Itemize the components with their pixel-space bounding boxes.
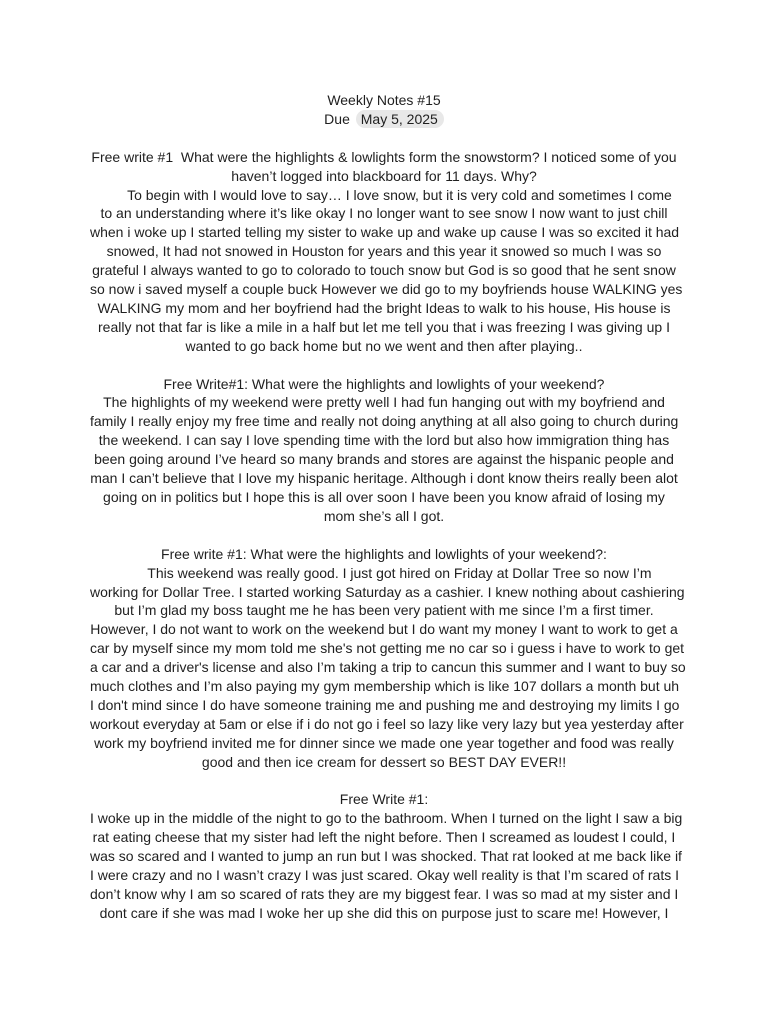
entry-text-line: snowed, It had not snowed in Houston for years and this year it snowed so much I was so xyxy=(106,243,662,260)
entry-text-line: haven’t logged into blackboard for 11 days. Why? xyxy=(231,167,537,184)
entry-text-line: to an understanding where it’s like okay I no longer want to see snow I now want to just chill xyxy=(100,205,668,222)
due-date-chip[interactable]: May 5, 2025 xyxy=(356,110,444,128)
entry-text-line: work my boyfriend invited me for dinner since we made one year together and food was really xyxy=(94,734,674,751)
entry-text-line: was so scared and I wanted to jump an run but I was shocked. That rat looked at me back like if xyxy=(90,848,682,865)
entry-text-line: been going around I’ve heard so many brands and stores are against the hispanic people and xyxy=(94,451,674,468)
entry-text-line: the weekend. I can say I love spending time with the lord but also how immigration thing has xyxy=(98,432,670,449)
due-line xyxy=(90,110,678,129)
entry-prompt-line: Free Write#1: What were the highlights and lowlights of your weekend? xyxy=(163,375,605,392)
entry-text-line: I woke up in the middle of the night to go to the bathroom. When I turned on the light I saw a big xyxy=(90,810,683,827)
entry-paragraph xyxy=(90,790,683,922)
spacer xyxy=(90,129,678,148)
entry-text-line: workout everyday at 5am or else if i do not go i feel so lazy like very lazy but yea yesterday after xyxy=(90,715,684,732)
entry-text-line: family I really enjoy my free time and really not doing anything at all also going to church during xyxy=(90,413,679,430)
entry-text-line: a car and a driver's license and also I’m taking a trip to cancun this summer and I want to buy so xyxy=(90,659,686,676)
entries-container xyxy=(90,148,686,923)
entry-text-line: good and then ice cream for dessert so BEST DAY EVER!! xyxy=(201,753,567,770)
document-title: Weekly Notes #15 xyxy=(327,92,441,108)
entry-text-line: However, I do not want to work on the weekend but I do want my money I want to work to get a xyxy=(90,621,678,638)
entry-prompt-line: Free write #1 What were the highlights & lowlights form the snowstorm? I noticed some of you xyxy=(91,148,677,165)
spacer xyxy=(90,772,678,791)
entry-text-line: To begin with I would love to say… I love snow, but it is very cold and sometimes I come xyxy=(96,186,672,203)
entry-text-line: I were crazy and no I wasn’t crazy I was just scared. Okay well reality is that I’m scared of rats I xyxy=(90,867,679,884)
entry-text-line: I don't mind since I do have someone training me and pushing me and destroying my limits I go xyxy=(90,696,680,713)
entry-text-line: when i woke up I started telling my sister to wake up and wake up cause I was so excited it had xyxy=(90,224,680,241)
entry-text-line: working for Dollar Tree. I started working Saturday as a cashier. I knew nothing about cashiering xyxy=(90,583,685,600)
entry-text-line: really not that far is like a mile in a half but let me tell you that i was freezing I was giving up I xyxy=(98,318,670,335)
entry-text-line: man I can’t believe that I love my hispanic heritage. Although i dont know theirs really been alot xyxy=(90,470,678,487)
entry-text-line: going on in politics but I hope this is all over soon I have been you know afraid of losing my xyxy=(103,489,665,505)
entry-text-line: This weekend was really good. I just got hired on Friday at Dollar Tree so now I’m xyxy=(116,564,652,581)
entry-paragraph xyxy=(90,148,683,356)
spacer xyxy=(90,526,678,545)
entry-text-line: car by myself since my mom told me she's not getting me no car so i guess i have to work to get xyxy=(90,640,685,657)
entry-text-line: much clothes and I’m also paying my gym membership which is like 107 dollars a month but uh xyxy=(90,678,680,695)
entry-paragraph xyxy=(90,545,686,772)
entry-text-line: mom she’s all I got. xyxy=(323,507,445,524)
document-body xyxy=(90,91,686,923)
spacer xyxy=(90,356,678,375)
entry-text-line: so now i saved myself a couple buck However we did go to my boyfriends house WALKING yes xyxy=(90,281,683,298)
entry-text-line: WALKING my mom and her boyfriend had the bright Ideas to walk to his house, His house is xyxy=(97,299,671,316)
entry-text-line: dont care if she was mad I woke her up she did this on purpose just to scare me! However, I xyxy=(99,904,669,921)
entry-text-line: wanted to go back home but no we went and then after playing.. xyxy=(185,337,583,354)
entry-paragraph xyxy=(90,375,678,526)
entry-text-line: but I’m glad my boss taught me he has been very patient with me since I’m a first timer. xyxy=(114,602,654,619)
entry-text-line: don’t know why I am so scared of rats they are my biggest fear. I was so mad at my sister and I xyxy=(90,886,679,902)
entry-prompt-line: Free write #1: What were the highlights and lowlights of your weekend?: xyxy=(161,545,607,562)
entry-text-line: grateful I always wanted to go to colorado to touch snow but God is so good that he sent snow xyxy=(92,262,676,279)
due-label: Due xyxy=(324,110,350,127)
entry-text-line: rat eating cheese that my sister had left the night before. Then I screamed as loudest I could, I xyxy=(92,829,676,846)
entry-text-line: The highlights of my weekend were pretty well I had fun hanging out with my boyfriend and xyxy=(103,394,665,411)
entry-prompt-line: Free Write #1: xyxy=(339,791,429,808)
